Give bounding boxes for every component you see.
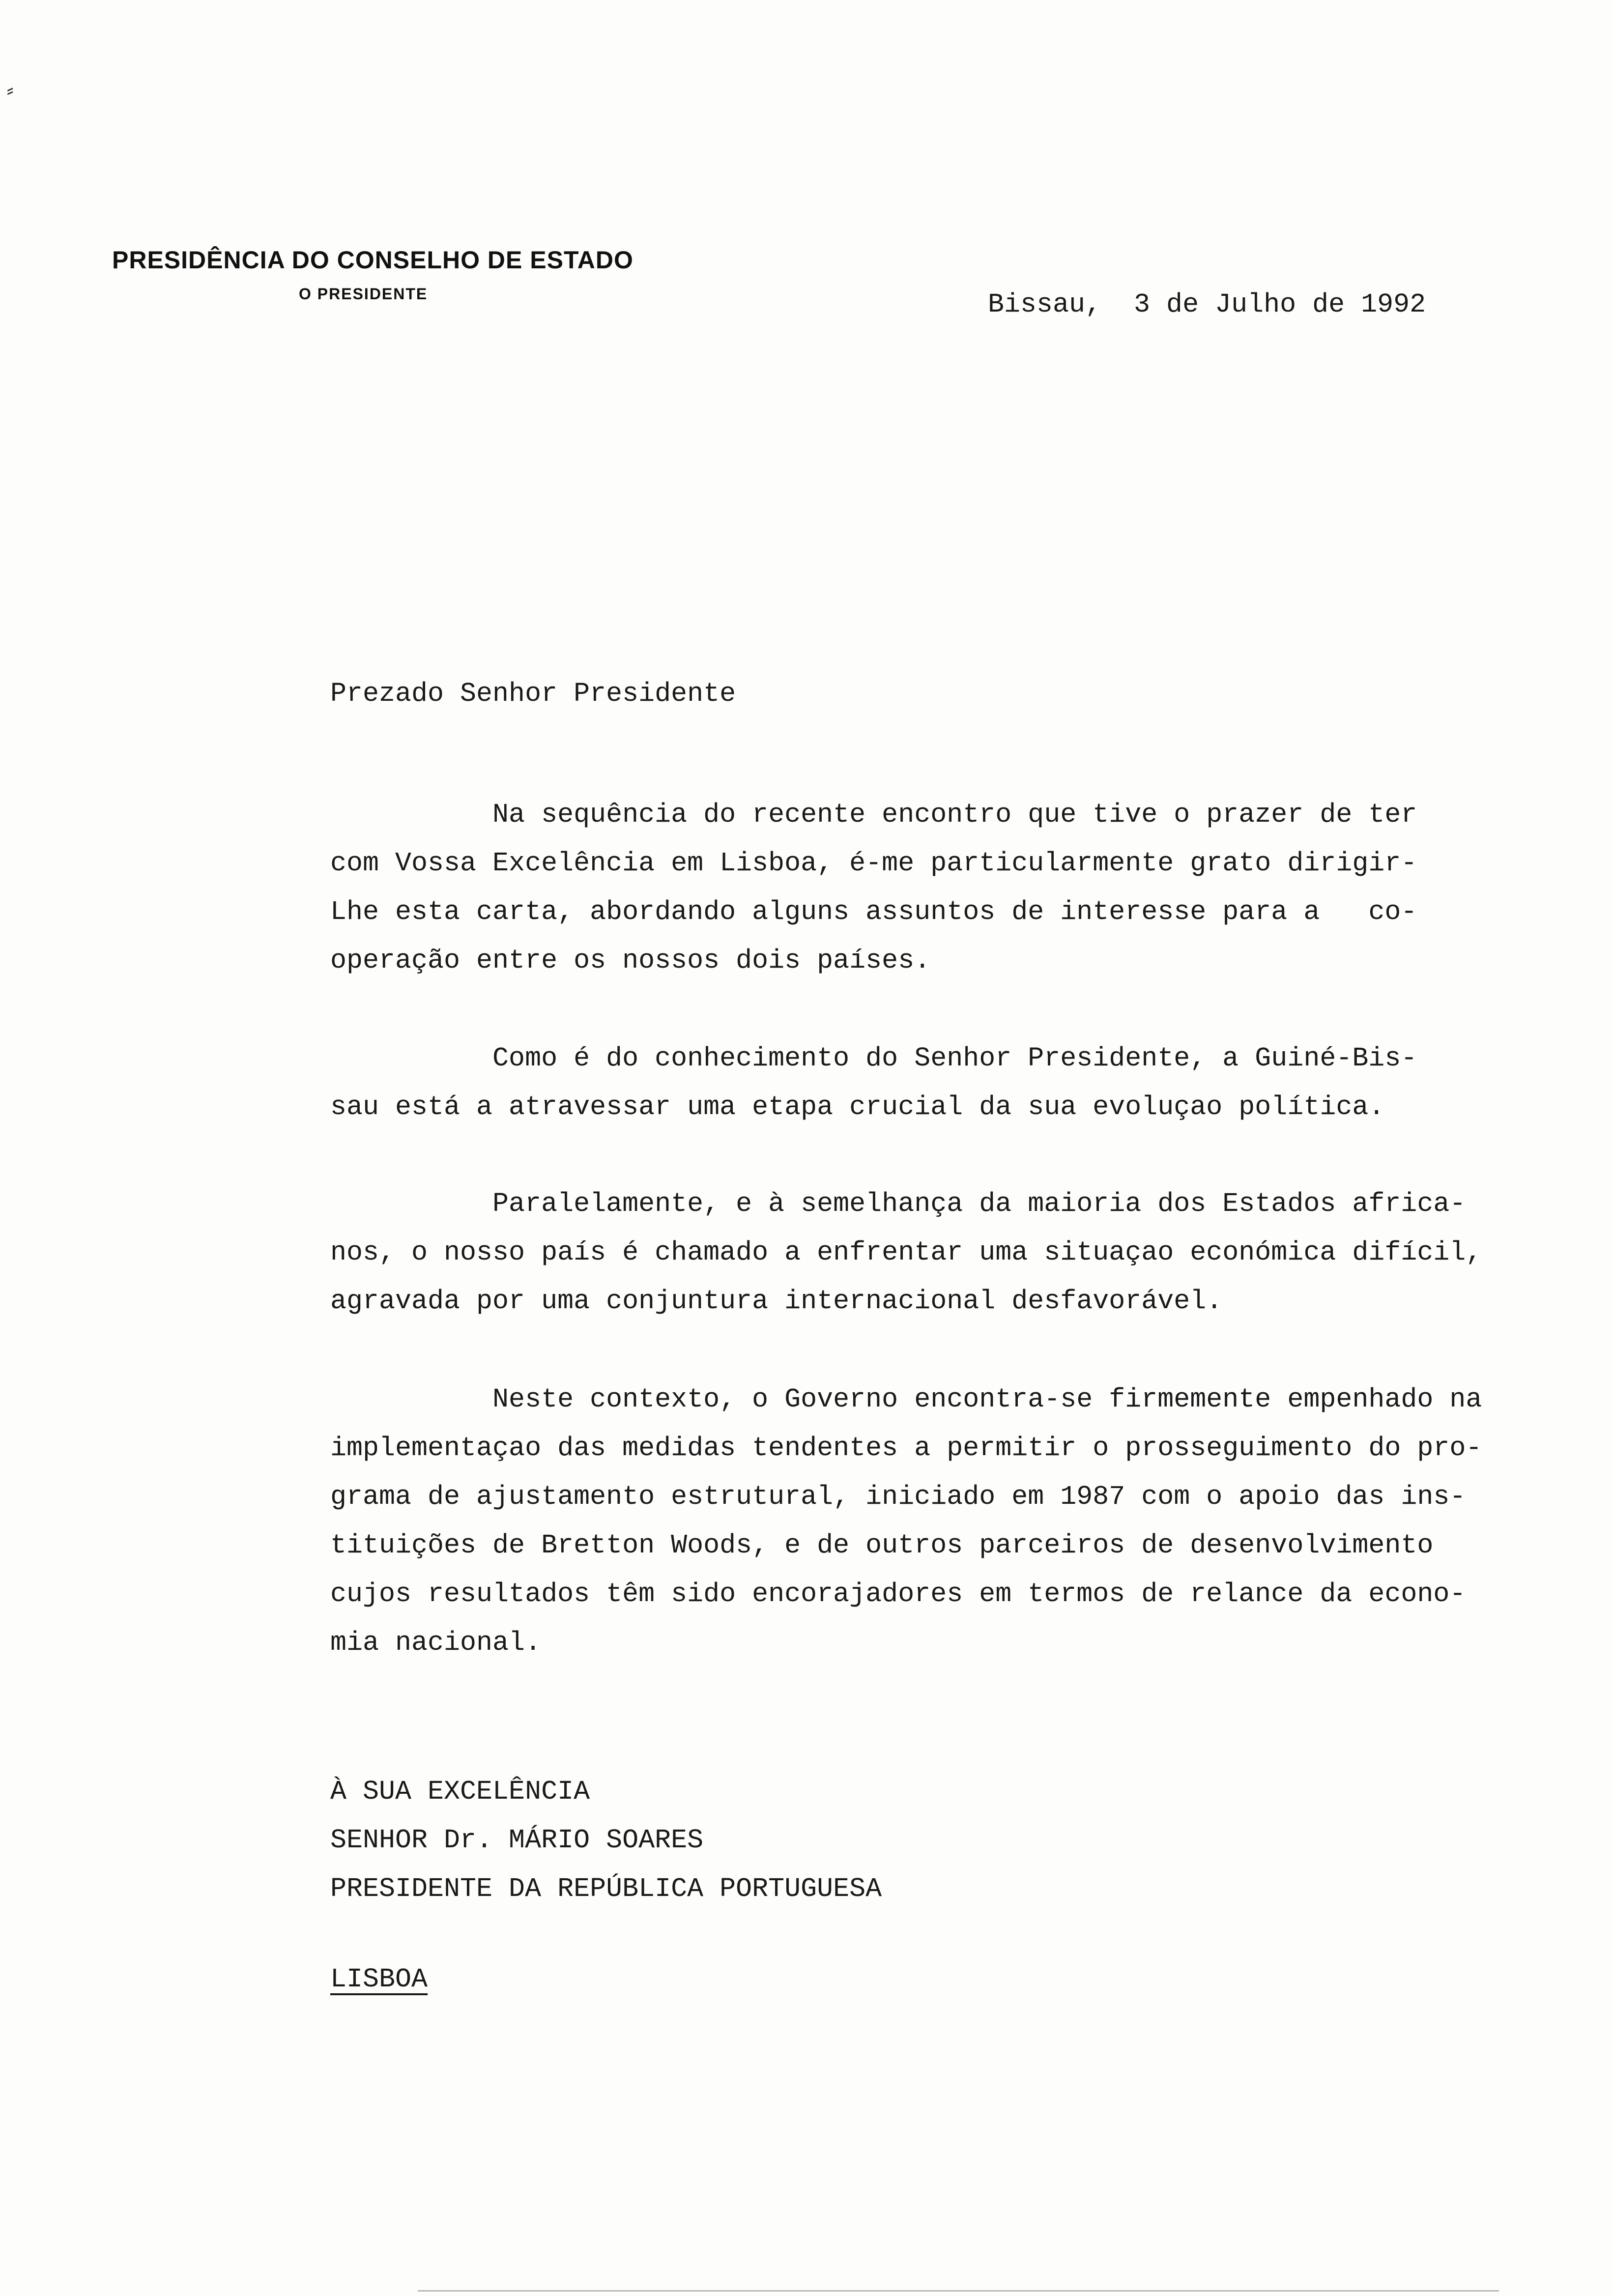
paragraph-2: [330, 1034, 1510, 1131]
address-line: À SUA EXCELÊNCIA: [330, 1776, 590, 1807]
paragraph-line: nos, o nosso país é chamado a enfrentar uma situaçao económica difícil,: [330, 1237, 1482, 1268]
paragraph-line: cujos resultados têm sido encorajadores em termos de relance da econo-: [330, 1578, 1466, 1609]
address-line: PRESIDENTE DA REPÚBLICA PORTUGUESA: [330, 1873, 882, 1904]
paragraph-line: tituições de Bretton Woods, e de outros parceiros de desenvolvimento: [330, 1530, 1434, 1561]
recipient-address: [330, 1767, 882, 1913]
salutation: Prezado Senhor Presidente: [330, 678, 736, 709]
margin-mark: ⸗: [7, 79, 14, 101]
paragraph-line: operação entre os nossos dois países.: [330, 945, 931, 976]
paragraph-line: implementaçao das medidas tendentes a permitir o prosseguimento do pro-: [330, 1433, 1482, 1464]
paragraph-line: com Vossa Excelência em Lisboa, é-me particularmente grato dirigir-: [330, 848, 1417, 879]
paragraph-line: grama de ajustamento estrutural, iniciado em 1987 com o apoio das ins-: [330, 1481, 1466, 1512]
paragraph-line: Como é do conhecimento do Senhor Presidente, a Guiné-Bis-: [330, 1043, 1417, 1074]
paragraph-line: Neste contexto, o Governo encontra-se firmemente empenhado na: [330, 1384, 1482, 1415]
paragraph-line: Na sequência do recente encontro que tive o prazer de ter: [330, 799, 1417, 830]
dateline: Bissau, 3 de Julho de 1992: [988, 289, 1426, 320]
paragraph-line: sau está a atravessar uma etapa crucial da sua evoluçao política.: [330, 1091, 1385, 1122]
letterhead-title: O PRESIDENTE: [299, 285, 428, 303]
letterhead-organization: PRESIDÊNCIA DO CONSELHO DE ESTADO: [112, 246, 633, 274]
paragraph-line: Lhe esta carta, abordando alguns assuntos de interesse para a co-: [330, 896, 1417, 927]
page-edge-line: [418, 2290, 1499, 2292]
paragraph-line: Paralelamente, e à semelhança da maioria dos Estados africa-: [330, 1188, 1466, 1219]
recipient-city: LISBOA: [330, 1964, 428, 1995]
paragraph-4: [330, 1375, 1510, 1667]
paragraph-3: [330, 1179, 1510, 1325]
paragraph-line: mia nacional.: [330, 1627, 542, 1658]
address-line: SENHOR Dr. MÁRIO SOARES: [330, 1825, 704, 1856]
paragraph-1: [330, 790, 1510, 985]
paragraph-line: agravada por uma conjuntura internacional desfavorável.: [330, 1286, 1223, 1317]
letterhead: [112, 246, 633, 303]
